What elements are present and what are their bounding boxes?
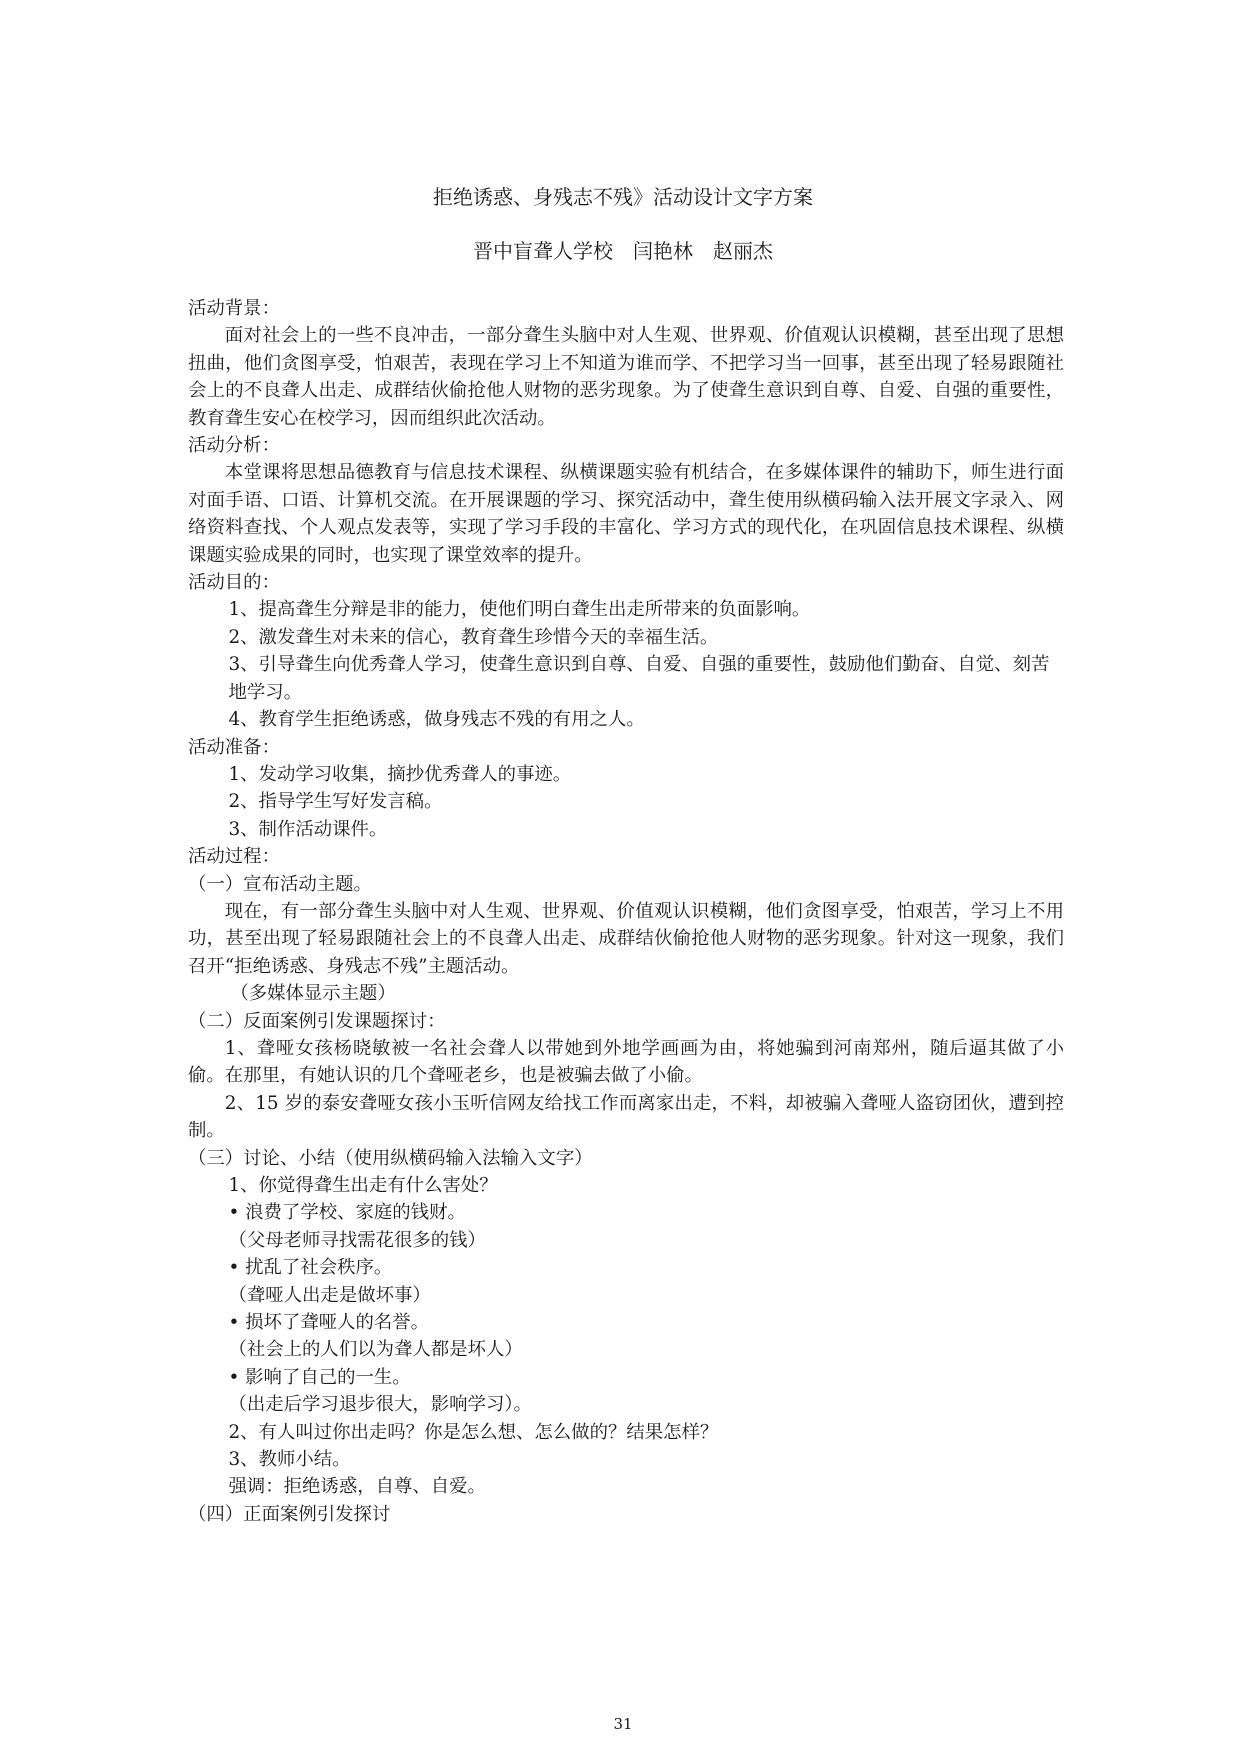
bullet-point: • 浪费了学校、家庭的钱财。: [228, 1202, 466, 1224]
bullet-point: • 影响了自己的一生。: [228, 1366, 411, 1388]
section-heading-goals: 活动目的：: [188, 572, 280, 594]
step-heading: （三）讨论、小结（使用纵横码输入法输入文字）: [188, 1147, 593, 1169]
step1-note: （多媒体显示主题）: [230, 983, 396, 1005]
bullet-point: • 损坏了聋哑人的名誉。: [228, 1312, 430, 1334]
case-paragraph: 1、聋哑女孩杨晓敏被一名社会聋人以带她到外地学画画为由，将她骗到河南郑州，随后逼其做了小偷。在那里，有她认识的几个聋哑老乡，也是被骗去做了小偷。: [188, 1037, 1064, 1087]
analysis-paragraph: 本堂课将思想品德教育与信息技术课程、纵横课题实验有机结合，在多媒体课件的辅助下，师生进行面对面手语、口语、计算机交流。在开展课题的学习、探究活动中，聋生使用纵横码输入法开展文字录入、网络资料查找、个人观点发表等，实现了学习手段的丰富化、学习方式的现代化，在巩固信息技术课程、纵横课题实验成果的同时，也实现了课堂效率的提升。: [188, 462, 1064, 566]
document-body: [188, 295, 1064, 1528]
section-heading-analysis: 活动分析：: [188, 435, 280, 457]
page-number: 31: [613, 1715, 633, 1733]
section-heading-preparation: 活动准备：: [188, 736, 280, 758]
goal-item: 4、教育学生拒绝诱惑，做身残志不残的有用之人。: [228, 709, 645, 731]
step-heading: （四）正面案例引发探讨: [188, 1503, 391, 1525]
question-item: 3、教师小结。: [228, 1449, 351, 1471]
step1-paragraph: 现在，有一部分聋生头脑中对人生观、世界观、价值观认识模糊，他们贪图享受，怕艰苦，学习上不用功，甚至出现了轻易跟随社会上的不良聋人出走、成群结伙偷抢他人财物的恶劣现象。针对这一现象，我们召开“拒绝诱惑、身残志不残”主题活动。: [188, 900, 1064, 977]
bullet-note: （聋哑人出走是做坏事）: [228, 1284, 431, 1306]
emphasis-line: 强调：拒绝诱惑，自尊、自爱。: [228, 1476, 486, 1498]
goal-item: 3、引导聋生向优秀聋人学习，使聋生意识到自尊、自爱、自强的重要性，鼓励他们勤奋、自觉、刻苦地学习。: [228, 654, 1050, 703]
goal-item: 1、提高聋生分辩是非的能力，使他们明白聋生出走所带来的负面影响。: [228, 599, 811, 621]
goal-item: 2、激发聋生对未来的信心，教育聋生珍惜今天的幸福生活。: [228, 626, 719, 648]
prep-item: 2、指导学生写好发言稿。: [228, 791, 443, 813]
prep-item: 1、发动学习收集，摘抄优秀聋人的事迹。: [228, 763, 572, 785]
document-title: 拒绝诱惑、身残志不残》活动设计文字方案: [433, 185, 813, 209]
step-heading: （一）宣布活动主题。: [188, 873, 372, 895]
step-heading: （二）反面案例引发课题探讨：: [188, 1010, 446, 1032]
author-line: 晋中盲聋人学校 闫艳林 赵丽杰: [473, 239, 773, 263]
section-heading-background: 活动背景：: [188, 298, 280, 319]
section-heading-process: 活动过程：: [188, 846, 280, 868]
question-item: 1、你觉得聋生出走有什么害处？: [228, 1175, 498, 1196]
background-paragraph: 面对社会上的一些不良冲击，一部分聋生头脑中对人生观、世界观、价值观认识模糊，甚至出现了思想扭曲，他们贪图享受，怕艰苦，表现在学习上不知道为谁而学、不把学习当一回事，甚至出现了轻易跟随社会上的不良聋人出走、成群结伙偷抢他人财物的恶劣现象。为了使聋生意识到自尊、自爱、自强的重要性，教育聋生安心在校学习，因而组织此次活动。: [188, 325, 1064, 429]
bullet-note: （父母老师寻找需花很多的钱）: [228, 1229, 486, 1251]
bullet-point: • 扰乱了社会秩序。: [228, 1257, 393, 1279]
case-paragraph: 2、15 岁的泰安聋哑女孩小玉听信网友给找工作而离家出走，不料，却被骗入聋哑人盗窃团伙，遭到控制。: [188, 1092, 1064, 1142]
bullet-note: （社会上的人们以为聋人都是坏人）: [228, 1339, 523, 1361]
question-item: 2、有人叫过你出走吗？你是怎么想、怎么做的？结果怎样？: [228, 1421, 719, 1443]
bullet-note: （出走后学习退步很大，影响学习）。: [228, 1394, 532, 1416]
prep-item: 3、制作活动课件。: [228, 818, 388, 840]
